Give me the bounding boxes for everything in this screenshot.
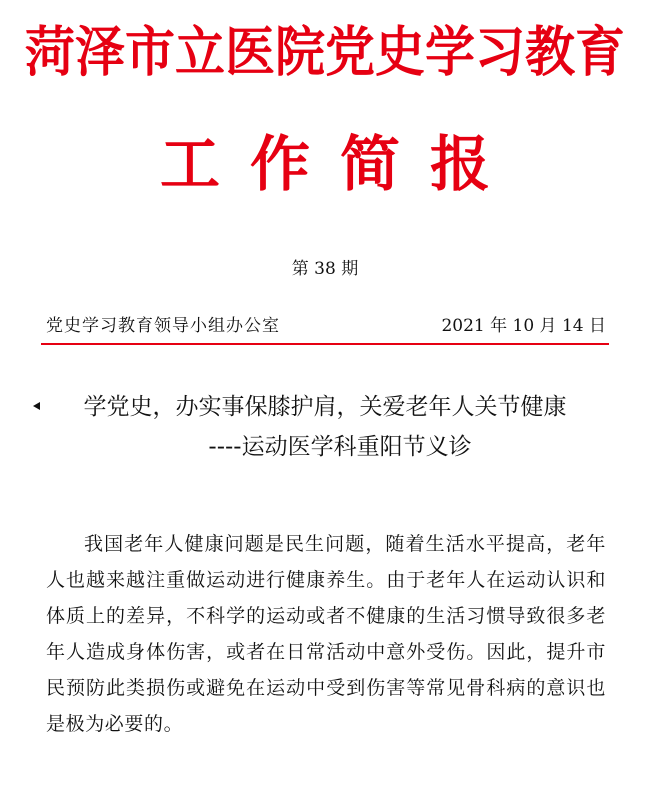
article-headline: 学党史，办实事保膝护肩，关爱老年人关节健康 (83, 394, 567, 420)
issuer-office: 党史学习教育领导小组办公室 (46, 316, 280, 336)
issue-number: 第 38 期 (291, 259, 359, 279)
article-paragraph: 我国老年人健康问题是民生问题，随着生活水平提高，老年人也越来越注重做运动进行健康养生。由于老年人在运动认识和体质上的差异，不科学的运动或者不健康的生活习惯导致很多老年人造成身体伤害，或者在日常活动中意外受伤。因此，提升市民预防此类损伤或避免在运动中受到伤害等常见骨科病的意识也是极为必要的。 (46, 533, 606, 735)
issue-date: 2021 年 10 月 14 日 (441, 316, 606, 336)
article-subheadline: ----运动医学科重阳节义诊 (208, 434, 472, 460)
red-divider (41, 343, 609, 345)
masthead-subtitle: 工作简报 (160, 130, 520, 200)
masthead-title: 菏泽市立医院党史学习教育 (25, 19, 625, 84)
